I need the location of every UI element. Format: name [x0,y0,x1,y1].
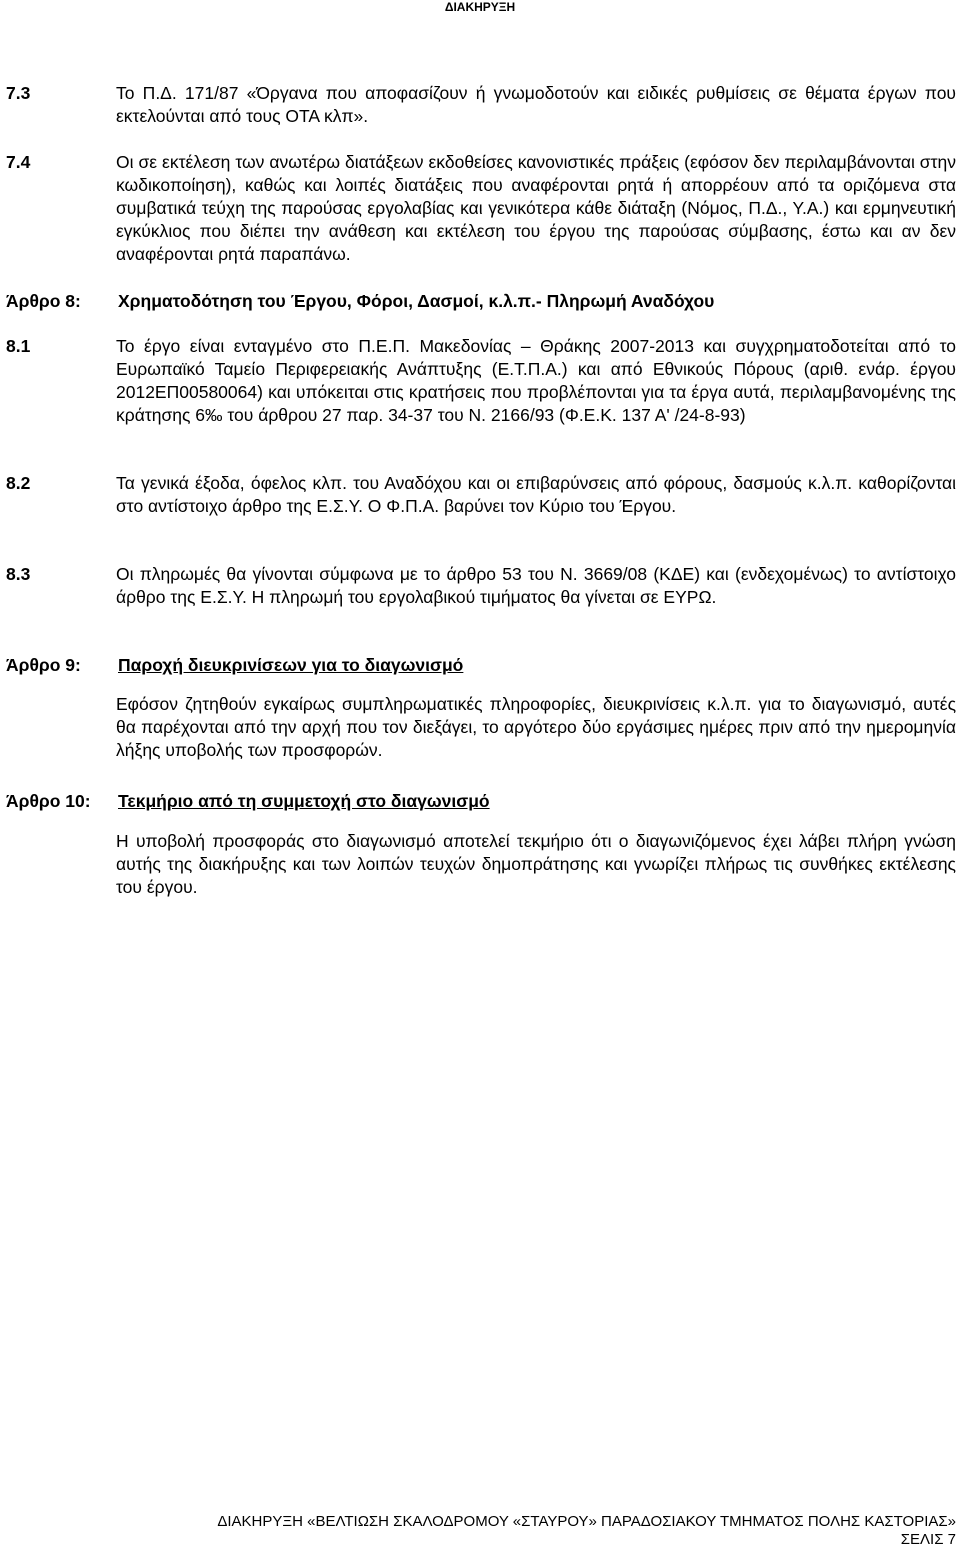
article-label: Άρθρο 8: [6,291,81,311]
section-number: 8.1 [6,336,31,356]
article-title: Χρηματοδότηση του Έργου, Φόροι, Δασμοί, κ.λ.π.- Πληρωμή Αναδόχου [118,291,715,311]
section-text: Το έργο είναι ενταγμένο στο Π.Ε.Π. Μακεδονίας – Θράκης 2007-2013 και συγχρηματοδοτείται από το Ευρωπαϊκό Ταμείο Περιφερειακής Ανάπτυξης (Ε.Τ.Π.Α.) και από Εθνικούς Πόρους (αριθ. ενάρ. έργου 2012ΕΠ00580064) και υπόκειται στις κρατήσεις που προβλέπονται για τα έργα αυτά, περιλαμβανομένης της κράτησης 6‰ του άρθρου 27 παρ. 34-37 του Ν. 2166/93 (Φ.Ε.Κ. 137 Α' /24-8-93) [116,336,956,425]
section-text: Οι πληρωμές θα γίνονται σύμφωνα με το άρθρο 53 του Ν. 3669/08 (ΚΔΕ) και (ενδεχομένως) το αντίστοιχο άρθρο της Ε.Σ.Υ. Η πληρωμή του εργολαβικού τιμήματος θα γίνεται σε ΕΥΡΩ. [116,564,956,607]
article-label: Άρθρο 9: [6,655,81,675]
article-text: Εφόσον ζητηθούν εγκαίρως συμπληρωματικές πληροφορίες, διευκρινίσεις κ.λ.π. για το διαγωνισμό, αυτές θα παρέχονται από την αρχή που τον διεξάγει, το αργότερο δύο εργάσιμες ημέρες πριν από την ημερομηνία λήξης υποβολής των προσφορών. [116,694,956,760]
section-number: 8.2 [6,473,31,493]
page-number: ΣΕΛΙΣ 7 [900,1531,956,1548]
footer-title: ΔΙΑΚΗΡΥΞΗ «ΒΕΛΤΙΩΣΗ ΣΚΑΛΟΔΡΟΜΟΥ «ΣΤΑΥΡΟΥ» ΠΑΡΑΔΟΣΙΑΚΟΥ ΤΜΗΜΑΤΟΣ ΠΟΛΗΣ ΚΑΣΤΟΡΙΑΣ» [217,1513,956,1530]
header-title: ΔΙΑΚΗΡΥΞΗ [444,0,516,14]
section-number: 7.4 [6,152,31,172]
section-text: Τα γενικά έξοδα, όφελος κλπ. του Αναδόχου και οι επιβαρύνσεις από φόρους, δασμούς κ.λ.π. καθορίζονται στο αντίστοιχο άρθρο της Ε.Σ.Υ. Ο Φ.Π.Α. βαρύνει τον Κύριο του Έργου. [116,473,956,516]
section-text: Το Π.Δ. 171/87 «Όργανα που αποφασίζουν ή γνωμοδοτούν και ειδικές ρυθμίσεις σε θέματα έργων που εκτελούνται από τους ΟΤΑ κλπ». [116,83,956,126]
document-header [0,0,960,14]
article-title: Παροχή διευκρινίσεων για το διαγωνισμό [118,655,464,675]
article-title: Τεκμήριο από τη συμμετοχή στο διαγωνισμό [118,791,490,811]
article-label: Άρθρο 10: [6,791,91,811]
article-text: Η υποβολή προσφοράς στο διαγωνισμό αποτελεί τεκμήριο ότι ο διαγωνιζόμενος έχει λάβει πλήρη γνώση αυτής της διακήρυξης και των λοιπών τευχών δημοπράτησης και γνωρίζει πλήρως τις συνθήκες εκτέλεσης του έργου. [116,831,956,897]
section-text: Οι σε εκτέλεση των ανωτέρω διατάξεων εκδοθείσες κανονιστικές πράξεις (εφόσον δεν περιλαμβάνονται στην κωδικοποίηση), καθώς και λοιπές διατάξεις που αναφέρονται ρητά ή απορρέουν από τα οριζόμενα στα συμβατικά τεύχη της παρούσας εργολαβίας και γενικότερα κάθε διάταξη (Νόμος, Π.Δ., Υ.Α.) και ερμηνευτική εγκύκλιος που διέπει την ανάθεση και εκτέλεση του έργου της παρούσας σύμβασης, έστω και αν δεν αναφέρονται ρητά παραπάνω. [116,152,956,264]
section-number: 8.3 [6,564,31,584]
section-number: 7.3 [6,83,31,103]
